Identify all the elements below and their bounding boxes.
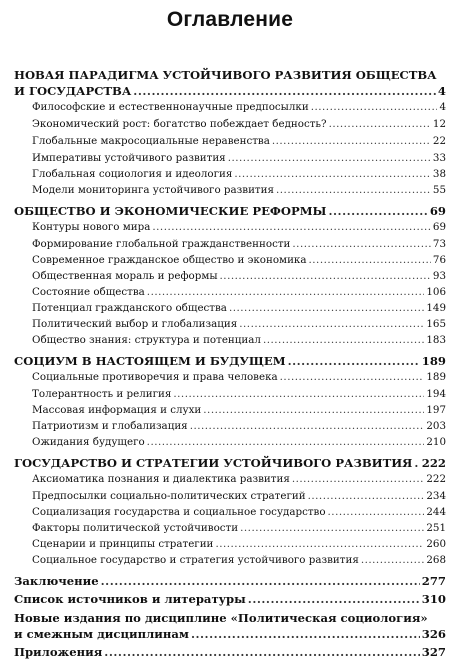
toc-item[interactable]: Формирование глобальной гражданственности ..... 73 [32,238,446,250]
toc-item[interactable]: Философские и естественнонаучные предпосылки ..... 4 [32,101,446,113]
page-title: Оглавление [166,8,294,31]
toc-item[interactable]: Состояние общества ..... 106 [32,286,446,298]
dot-leader [133,84,436,98]
section-4-title: ГОСУДАРСТВО И СТРАТЕГИИ УСТОЙЧИВОГО РАЗВИТИЯ [14,456,413,470]
toc-item[interactable]: Предпосылки социально-политических стратегий ..... 234 [32,490,446,502]
toc-item[interactable]: Массовая информация и слухи ..... 197 [32,404,446,416]
toc-item[interactable]: Глобальные макросоциальные неравенства ..... 22 [32,135,446,147]
toc-item[interactable]: Императивы устойчивого развития ..... 33 [32,152,446,164]
toc-item[interactable]: Факторы политической устойчивости ..... 251 [32,522,446,534]
toc-item[interactable]: Социальное государство и стратегия устойчивого развития ..... 268 [32,554,446,566]
toc-item[interactable]: Экономический рост: богатство побеждает бедность? ..... 12 [32,118,446,130]
toc-entry-appendices[interactable]: Приложения ..... 327 [14,645,446,659]
toc-item[interactable]: Контуры нового мира ..... 69 [32,221,446,233]
toc-item[interactable]: Сценарии и принципы стратегии ..... 260 [32,538,446,550]
toc-item[interactable]: Аксиоматика познания и диалектика развития ..... 222 [32,473,446,485]
toc-entry-new-editions[interactable]: и смежным дисциплинам ..... 326 [14,627,446,641]
section-3-page: 189 [421,354,446,368]
section-2-entry[interactable] [14,204,446,218]
section-2-page: 69 [429,204,446,218]
section-1-title-line1[interactable]: НОВАЯ ПАРАДИГМА УСТОЙЧИВОГО РАЗВИТИЯ ОБЩЕСТВА [14,68,437,82]
toc-entry-new-editions-line1[interactable]: Новые издания по дисциплине «Политическая социология» [14,611,428,625]
toc-item[interactable]: Социализация государства и социальное государство ..... 244 [32,506,446,518]
section-3-entry[interactable] [14,354,446,368]
section-3-title: СОЦИУМ В НАСТОЯЩЕМ И БУДУЩЕМ [14,354,286,368]
section-2-title: ОБЩЕСТВО И ЭКОНОМИЧЕСКИЕ РЕФОРМЫ [14,204,327,218]
toc-item[interactable]: Патриотизм и глобализация ..... 203 [32,420,446,432]
section-1-entry[interactable] [14,84,446,98]
section-4-page: 222 [421,456,446,470]
toc-item[interactable]: Общество знания: структура и потенциал ..... 183 [32,334,446,346]
section-1-page: 4 [437,84,446,98]
toc-item[interactable]: Социальные противоречия и права человека ..... 189 [32,371,446,383]
toc-item[interactable]: Модели мониторинга устойчивого развития ..... 55 [32,184,446,196]
section-1-title-line2: И ГОСУДАРСТВА [14,84,132,98]
toc-item[interactable]: Общественная мораль и реформы ..... 93 [32,270,446,282]
toc-entry-sources[interactable]: Список источников и литературы ..... 310 [14,592,446,606]
toc-item[interactable]: Политический выбор и глобализация ..... 165 [32,318,446,330]
toc-item[interactable]: Ожидания будущего ..... 210 [32,436,446,448]
toc-item[interactable]: Толерантность и религия ..... 194 [32,388,446,400]
toc-item[interactable]: Потенциал гражданского общества ..... 149 [32,302,446,314]
toc-item[interactable]: Глобальная социология и идеология ..... 38 [32,168,446,180]
toc-entry-conclusion[interactable]: Заключение ..... 277 [14,574,446,588]
toc-item[interactable]: Современное гражданское общество и экономика ..... 76 [32,254,446,266]
section-4-entry[interactable] [14,456,446,470]
